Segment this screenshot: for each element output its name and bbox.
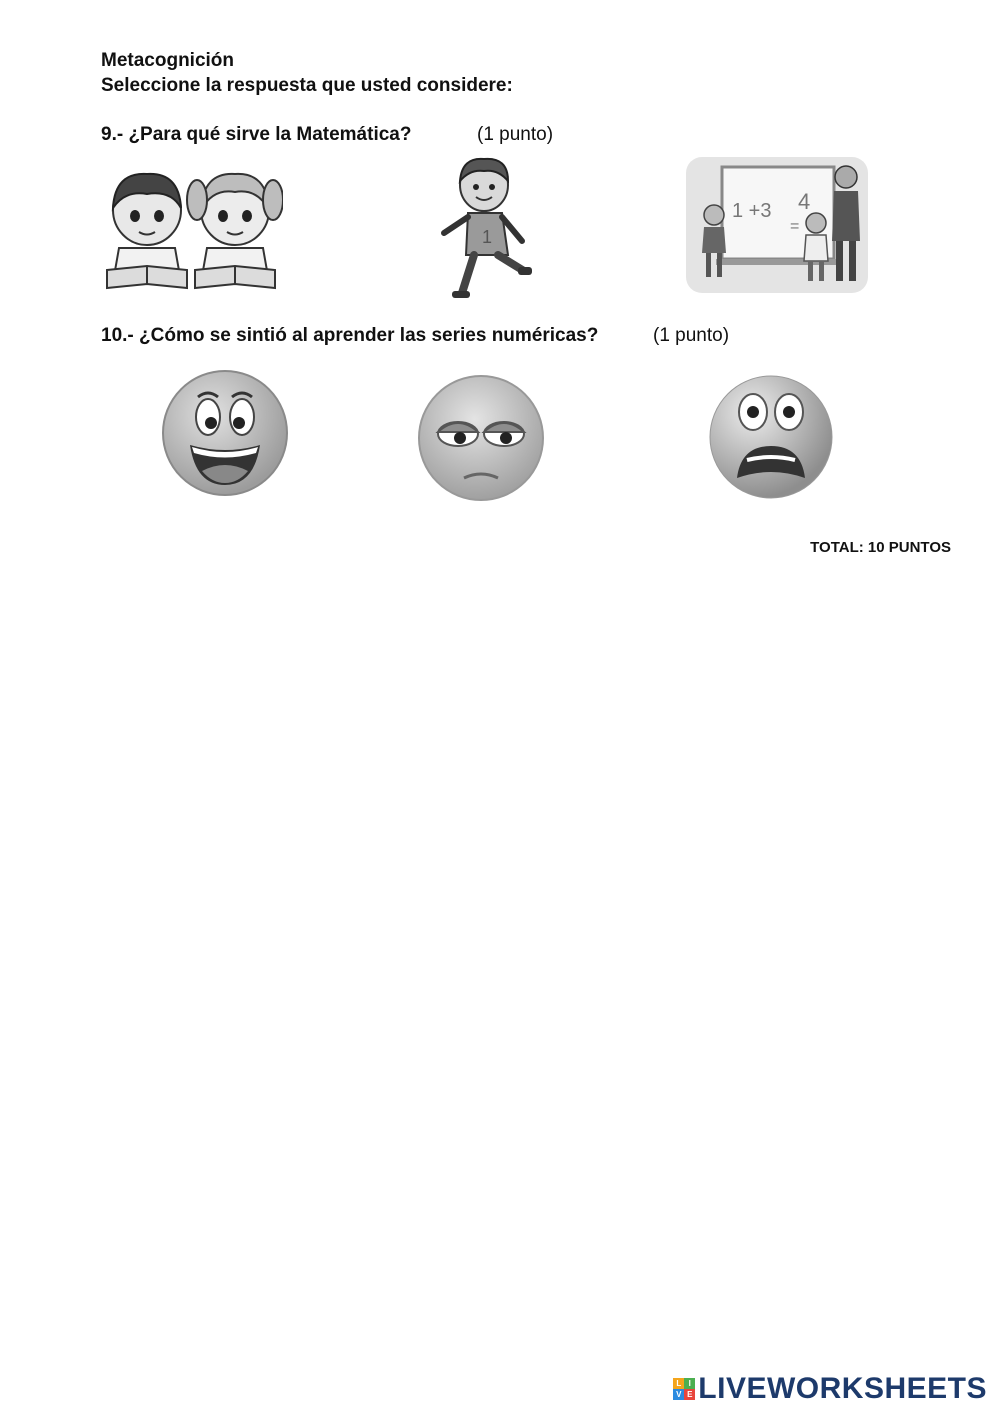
question-9-text: 9.- ¿Para qué sirve la Matemática?	[101, 124, 412, 145]
option-children-reading[interactable]	[105, 170, 283, 292]
section-title: Metacognición	[101, 50, 235, 71]
happy-face-icon	[158, 367, 292, 497]
question-10-points: (1 punto)	[653, 325, 730, 346]
total-points: TOTAL: 10 PUNTOS	[810, 539, 951, 556]
board-four: 4	[798, 189, 811, 214]
board-expression: 1 +3	[732, 200, 772, 222]
bored-face-icon	[412, 370, 550, 504]
scared-face-icon	[707, 374, 835, 500]
question-10-text: 10.- ¿Cómo se sintió al aprender las series numéricas?	[101, 325, 599, 346]
option-boy-running[interactable]	[438, 155, 534, 301]
option-bored-face[interactable]	[412, 370, 550, 504]
option-happy-face[interactable]	[158, 367, 292, 497]
teacher-board-icon	[686, 157, 868, 293]
board-equals: =	[790, 218, 800, 235]
instruction-text: Seleccione la respuesta que usted considere:	[101, 75, 513, 96]
children-reading-icon	[105, 170, 283, 292]
brand-mark-icon: L I V E	[673, 1378, 695, 1400]
brand-name: LIVEWORKSHEETS	[698, 1372, 987, 1405]
brand-logo	[673, 1372, 987, 1406]
svg-text:1: 1	[482, 227, 493, 247]
option-teacher-board[interactable]	[686, 157, 868, 293]
question-9-points: (1 punto)	[477, 124, 554, 145]
option-scared-face[interactable]	[707, 374, 835, 500]
boy-running-icon	[438, 155, 534, 301]
